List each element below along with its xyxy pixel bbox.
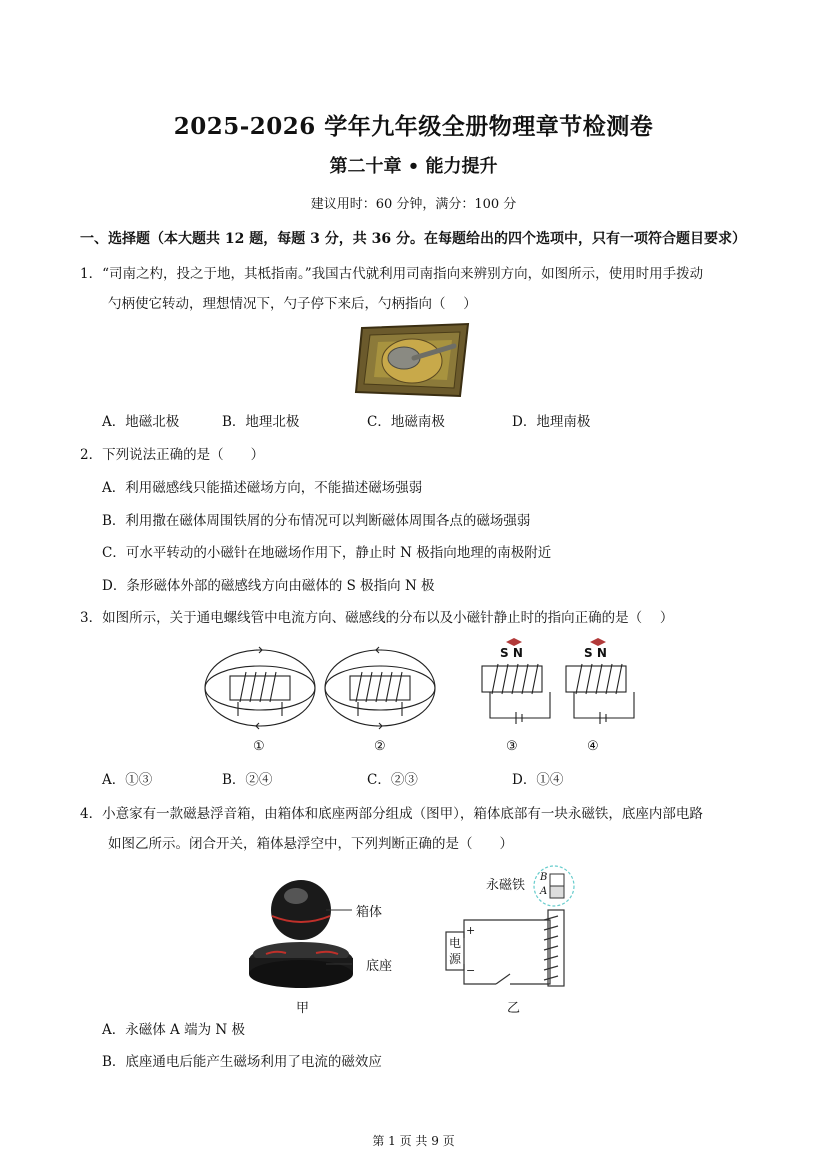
q4-option-b[interactable]: B．底座通电后能产生磁场利用了电流的磁效应 [102,1054,382,1070]
fig4-needle-label: S N [584,646,607,660]
fig3-needle-label: S N [500,646,523,660]
q3-option-b[interactable]: B．②④ [222,772,273,788]
page-subtitle: 第二十章 • 能力提升 [329,156,498,177]
q3-stem: 3．如图所示，关于通电螺线管中电流方向、磁感线的分布以及小磁针静止时的指向正确的是（ ） [80,610,674,626]
q1-option-c[interactable]: C．地磁南极 [367,414,445,430]
sinan-spoon-image [354,322,472,400]
label-magnet: 永磁铁 [486,878,526,893]
label-plus: + [466,924,476,937]
fig-label-4: ④ [587,739,599,754]
q1-line1: 1．“司南之杓，投之于地，其柢指南。”我国古代就利用司南指向来辨别方向，如图所示，使用时用手拨动 [80,266,704,282]
q3-option-c[interactable]: C．②③ [367,772,418,788]
page-footer: 第 1 页 共 9 页 [372,1134,455,1148]
label-B: B [540,872,548,883]
label-jia: 甲 [296,1001,310,1016]
q2-option-c[interactable]: C．可水平转动的小磁针在地磁场作用下，静止时 N 极指向地理的南极附近 [102,545,552,561]
label-yi: 乙 [507,1001,521,1016]
label-A: A [540,886,548,897]
q4-line1: 4．小意家有一款磁悬浮音箱，由箱体和底座两部分组成（图甲），箱体底部有一块永磁铁，底座内部电路 [80,806,703,822]
q1-line2: 勺柄使它转动，理想情况下，勺子停下来后，勺柄指向（ ） [108,296,477,312]
q3-option-d[interactable]: D．①④ [512,772,564,788]
label-minus: − [466,964,476,977]
q1-option-b[interactable]: B．地理北极 [222,414,300,430]
q2-option-d[interactable]: D．条形磁体外部的磁感线方向由磁体的 S 极指向 N 极 [102,578,435,594]
fig-label-2: ② [374,739,386,754]
label-box: 箱体 [356,905,383,920]
section-heading: 一、选择题（本大题共 12 题，每题 3 分，共 36 分。在每题给出的四个选项中，只有一项符合题目要求） [80,231,746,247]
q4-option-a[interactable]: A．永磁体 A 端为 N 极 [102,1022,245,1038]
q1-option-a[interactable]: A．地磁北极 [102,414,180,430]
fig-label-3: ③ [506,739,518,754]
q2-stem: 2．下列说法正确的是（ ） [80,447,265,463]
q2-option-b[interactable]: B．利用撒在磁体周围铁屑的分布情况可以判断磁体周围各点的磁场强弱 [102,513,531,529]
label-base: 底座 [366,959,393,974]
page-title: 2025-2026 学年九年级全册物理章节检测卷 [173,113,654,140]
label-power: 电源 [449,936,462,966]
solenoid-figures [200,636,650,760]
exam-info: 建议用时：60 分钟，满分：100 分 [310,197,517,212]
fig-label-1: ① [253,739,265,754]
q3-option-a[interactable]: A．①③ [102,772,153,788]
q2-option-a[interactable]: A．利用磁感线只能描述磁场方向，不能描述磁场强弱 [102,480,423,496]
q4-line2: 如图乙所示。闭合开关，箱体悬浮空中，下列判断正确的是（ ） [108,836,513,852]
q1-option-d[interactable]: D．地理南极 [512,414,591,430]
